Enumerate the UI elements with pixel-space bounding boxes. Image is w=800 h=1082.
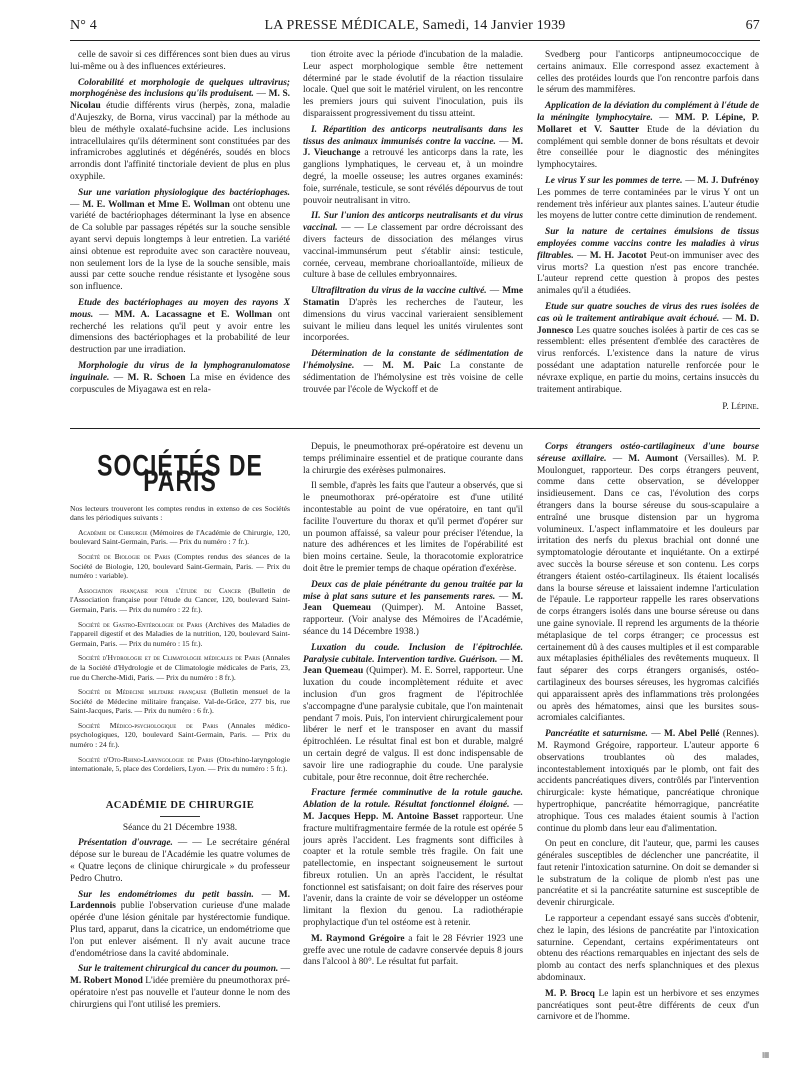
article-author: M. Jean Quemeau (303, 654, 523, 677)
article-text: ont recherché les relations qu'il peut y avoir entre les dimensions des bactériophages et la probabilité de leur destruction par une irradiation. (70, 309, 290, 356)
society-name: Société Médico-psychologique de Paris (78, 720, 219, 730)
article-author: M. Robert Monod (70, 976, 143, 987)
article-text: ont obtenu une variété de bactériophages déterminant la lyse en absence de Ca soluble par passages répétés sur la souche sensible ayant servi depuis longtemps à leur entretien. La variété ainsi obtenue est reproduite avec son caractère nouveau, non seulement lors de la lyse de la souche sensible, mais aussi par cette souche rendue résistante et lysogène sous son influence. (70, 199, 290, 293)
seance-date: Séance du 21 Décembre 1938. (122, 822, 238, 833)
article-author: M. P. Brocq (545, 988, 595, 999)
article-author: MM. P. Lépine, P. Mollaret et V. Sautter (537, 112, 759, 135)
article-title: Détermination de la constante de sédimentation de l'hémolysine. (303, 349, 523, 371)
society-name: Société de Médecine militaire française (78, 687, 207, 697)
paragraph: Deux cas de plaie pénétrante du genou traitée par la mise à plat sans suture et les pansements rares. — M. Jean Quemeau (Quimper). M. Antoine Basset, rapporteur. (Voir analyse des Mémoires de l'Académie, séance du 14 Décembre 1938.) (303, 579, 523, 637)
article-author: M. D. Jonnesco (537, 313, 759, 336)
society-publication: (Archives des Maladies de l'appareil digestif et des Maladies de la nutrition, 120, boulevard Saint-Germain, Paris. — Prix du numéro : 15 fr.). (70, 619, 290, 648)
journal-title: LA PRESSE MÉDICALE, Samedi, 14 Janvier 1939 (264, 18, 566, 33)
paragraph (537, 914, 759, 985)
article-text: tion étroite avec la période d'incubation de la maladie. Leur aspect morphologique semble être nettement déterminé par le stade évolutif de la réaction tissulaire locale. Quel que soit le matériel virulent, on les rencontre les premiers jours qui suivent l'inoculation, puis ils disparaissent progressivement du tissu atteint. (303, 50, 523, 119)
society-publication: (Bulletin mensuel de la Société de Médecine militaire française. Val-de-Grâce, 277 bis, rue Saint-Jacques, Paris. — Prix du numéro : 6 fr.). (70, 687, 290, 716)
signature: P. Lépine. (722, 402, 759, 413)
paragraph: Sur le traitement chirurgical du cancer du poumon. — M. Robert Monod L'idée première du pneumothorax pré-opératoire n'est pas nouvelle et l'auteur donne le nom des chirurgiens qui l'ont utilisé les premiers. (70, 964, 290, 1010)
article-title: Sur les endométriomes du petit bassin. (78, 889, 254, 900)
societes-intro: Nos lecteurs trouveront les comptes rendus in extenso de ces Sociétés dans les périodiques suivants : (70, 503, 290, 523)
societes-column-2 (303, 442, 523, 1074)
article-title: Colorabilité et morphologie de quelques ultravirus; morphogénèse des inclusions qu'ils produisent. (70, 77, 290, 100)
top-column-2 (303, 50, 523, 422)
society-entry (70, 552, 290, 581)
society-publication: (Annales de la Société d'Hydrologie et de Climatologie médicales de Paris, 23, rue du Cherche-Midi, Paris. — Prix du numéro : 8 fr.). (70, 653, 290, 682)
society-name: Société d'Oto-Rhino-Laryngologie de Paris (78, 754, 214, 764)
article-text: Etude de la déviation du complément qui semble donner de bons résultats et devoir être conseillée pour le diagnostic des méningites lymphocytaires. (537, 124, 759, 171)
article-author: M. J. Dufrénoy (697, 175, 759, 186)
paragraph: Présentation d'ouvrage. — — Le secrétaire général dépose sur le bureau de l'Académie les quatre volumes de « Quatre leçons de clinique chirurgicale » du professeur Pedro Chutro. (70, 838, 290, 884)
article-title: Morphologie du virus de la lymphogranulomatose inguinale. (70, 360, 290, 383)
page-header (70, 18, 760, 40)
paragraph: Luxation du coude. Inclusion de l'épitrochlée. Paralysie cubitale. Intervention tardive. Guérison. — M. Jean Quemeau (Quimper). M. E. Sorrel, rapporteur. Une luxation du coude incomplètement réduite et avec inclusion d'un gros fragment de l'épitrochlée s'accompagne d'une paralysie cubitale, que l'on maintenait pendant 7 mois. Puis, l'on intervient chirurgicalement pour libérer le nerf et le transposer en avant du massif épitrochléen. Le résultat final est bon et durable, malgré un certain degré de valgus. Il est donc indispensable de savoir lire une radiographie du coude. Une paralysie cubitale, pour être reconnue, doit être recherchée. (303, 642, 523, 783)
paragraph (303, 50, 523, 121)
paragraph: Etude des bactériophages au moyen des rayons X mous. — MM. A. Lacassagne et E. Wollman ont recherché les relations qu'il peut y avoir entre les dimensions des bactériophages et la probabilité de leur destruction par une irradiation. (70, 297, 290, 356)
paragraph (303, 934, 523, 969)
article-text: — Le classement par ordre décroissant des divers facteurs de dissociation des mélanges virus vaccinal-immunsérum peut s'établir ainsi: testicule, cornée, cerveau, membrane chorioallantoïde, milieux de culture à base de cellules embryonnaires. (303, 223, 523, 281)
paragraph (70, 50, 290, 74)
article-author: M. Abel Pellé (664, 729, 720, 740)
top-column-1 (70, 50, 290, 422)
societes-column-1 (70, 434, 290, 1074)
paragraph: Application de la déviation du complément à l'étude de la méningite lymphocytaire. — MM. P. Lépine, P. Mollaret et V. Sautter Etude de la déviation du complément qui semble donner de bons résultats et devoir être conseillée pour le diagnostic des méningites lymphocytaires. (537, 101, 759, 171)
article-text: rapporteur. Une fracture multifragmentaire fermée de la rotule est opérée 5 jours après l'accident. Les fragments sont difficiles à coapter et la rotule semble très fragile. On fait une patellectomie, en inspectant soigneusement le surtout fibreux rotulien. Un an après l'accident, le résultat fonctionnel est satisfaisant; on doit faire des réserves pour l'avenir, dans la crainte de voir se développer un ostéome limitant la flexion du genou. La radiothérapie prophylactique d'un tel ostéome est à retenir. (303, 811, 523, 929)
article-text: L'idée première du pneumothorax pré-opératoire n'est pas nouvelle et l'auteur donne le nom des chirurgiens qui l'ont utilisé les premiers. (70, 976, 290, 1010)
article-title: Fracture fermée comminutive de la rotule gauche. Ablation de la rotule. Résultat fonctionnel éloigné. (303, 788, 523, 811)
article-text: La constante de sédimentation de l'hémolysine est très voisine de celle trouvée par l'école de Wyckoff et de (303, 360, 523, 395)
article-title: Etude sur quatre souches de virus des rues isolées de cas où le traitement antirabique avait échoué. (537, 301, 759, 324)
article-author: M. Aumont (628, 453, 679, 464)
article-text: La mise en évidence des corpuscules de Miyagawa est en rela- (70, 372, 290, 395)
article-author: M. H. Jacotot (589, 250, 647, 261)
article-text: publie l'observation curieuse d'une malade opérée d'une lésion génitale par hystérectomie fundique. Plus tard, apparut, dans la cicatrice, un endométriome que l'on put enlever aisément. Il n'y avait aucune trace d'endométriose dans la cavité abdominale. (70, 901, 290, 959)
societes-column-3 (537, 442, 759, 1074)
societes-title: SOCIÉTÉS DE PARIS (97, 448, 263, 498)
article-text: celle de savoir si ces différences sont bien dues au virus lui-même ou à des influences extérieures. (70, 50, 290, 72)
article-title: Pancréatite et saturnisme. (545, 729, 648, 740)
top-column-3 (537, 50, 759, 422)
paragraph: Sur les endométriomes du petit bassin. — M. Lardennois publie l'observation curieuse d'une malade opérée d'une lésion génitale par hystérectomie fundique. Plus tard, apparut, dans la cicatrice, un endométriome que l'on put enlever aisément. Il n'y avait aucune trace d'endométriose dans la cavité abdominale. (70, 889, 290, 959)
paragraph: Corps étrangers ostéo-cartilagineux d'une bourse séreuse axillaire. — M. Aumont (Versailles). M. P. Moulonguet, rapporteur. Des corps étrangers peuvent, comme dans cette observation, se développer insidieusement. Dans ce cas, l'évolution des corps étrangers dans la bourse séreuse du sous-scapulaire a entraîné une brusque distension par un hygroma volumineux. L'aspect inflammatoire et les douleurs par irritation des nerfs du plexus brachial ont donné une symptomatologie déroutante et inquiétante. On a extirpé avec succès la bourse séreuse et son contenu. Les corps étrangers étaient ostéo-cartilagineux. Ils étaient localisés dans la bourse séreuse et laissaient indemne l'articulation de l'épaule. Le rapporteur rappelle les rares observations de corps étrangers isolés dans une bourse séreuse ou dans une gaine synoviale. Il reprend les arguments de la théorie métaplasique de tel corps étranger; ce processus est certainement dû à des causes multiples et il est comparable aux métaplasies épithéliales des revêtements muqueux. Il faut séparer des corps étrangers organisés, ostéo-cartilagineux des bourses séreuses, les hygromas calcifiés qui apparaissent après des inflammations très prolongées ou après des hématomes, ainsi que les bursites sous-acromiales calcifiantes. (537, 442, 759, 724)
page-number: 67 (745, 18, 760, 33)
paragraph: II. Sur l'union des anticorps neutralisants et du virus vaccinal. — — Le classement par ordre décroissant des divers facteurs de dissociation des mélanges virus vaccinal-immunsérum peut s'établir ainsi: testicule, cornée, cerveau, membrane chorioallantoïde, milieux de culture à base de cellules embryonnaires. (303, 211, 523, 281)
paragraph: Sur une variation physiologique des bactériophages. — M. E. Wollman et Mme E. Wollman ont obtenu une variété de bactériophages déterminant la lyse en absence de Ca soluble par passages répétés sur la souche sensible ayant servi depuis longtemps à leur entretien. La variété ainsi obtenue est reproduite avec son caractère nouveau, non seulement lors de la lyse de la souche sensible, mais aussi par cette souche rendue résistante et lysogène sous son influence. (70, 187, 290, 293)
article-text: — Le secrétaire général dépose sur le bureau de l'Académie les quatre volumes de « Quatre leçons de clinique chirurgicale » du professeur Pedro Chutro. (70, 838, 290, 884)
article-text: étudie différents virus (herpès, zona, maladie d'Aujeszky, de Borna, virus vaccinal) par la méthode au bleu de méthyle oxalaté-fuchsine acide. Les inclusions intracellulaires qu'ils déterminent sont constituées par des inframicrobes agglutinés et dégénérés, soudés en blocs arrondis dont l'affinité tinctoriale devient de plus en plus oxyphile. (70, 101, 290, 182)
society-publication: (Annales médico-psychologiques, 120, boulevard Saint-Germain, Paris. — Prix du numéro : 24 fr.). (70, 720, 290, 750)
society-name: Société de Gastro-Entérologie de Paris (78, 619, 203, 629)
society-name: Société d'Hydrologie et de Climatologie médicales de Paris (78, 653, 261, 663)
article-title: Corps étrangers ostéo-cartilagineux d'une bourse séreuse axillaire. (537, 442, 759, 464)
article-title: II. Sur l'union des anticorps neutralisants et du virus vaccinal. (303, 211, 523, 234)
article-text: Peut-on immuniser avec des virus morts? La question n'est pas encore tranchée. L'auteur reprend cette question à propos des pestes animales qu'il a étudiées. (537, 250, 759, 297)
paragraph: Etude sur quatre souches de virus des rues isolées de cas où le traitement antirabique avait échoué. — M. D. Jonnesco Les quatre souches isolées à partir de ces cas se ressemblent: elles présentent d'emblée des caractères de virus renforcés. L'existence dans la nature de virus possédant une adaptation naturelle renforcée pour le névraxe explique, en partie du moins, certains insuccès du traitement antirabique. (537, 301, 759, 395)
article-author: M. J. Vieuchange (303, 136, 523, 159)
society-name: Association française pour l'étude du Cancer (78, 585, 241, 595)
article-author: M. R. Schoen (127, 372, 186, 383)
paragraph: Détermination de la constante de sédimentation de l'hémolysine. — M. M. Paic La constante de sédimentation de l'hémolysine est très voisine de celle trouvée par l'école de Wyckoff et de (303, 349, 523, 395)
article-author: M. Jean Quemeau (303, 591, 523, 614)
article-text: Les pommes de terre contaminées par le virus Y ont un rendement très inférieur aux plantes saines. L'auteur étudie les moyens de lutter contre cette diminution de rendement. (537, 187, 759, 222)
article-title: Deux cas de plaie pénétrante du genou traitée par la mise à plat sans suture et les pansements rares. (303, 579, 523, 602)
article-text: (Rennes). M. Raymond Grégoire, rapporteur. L'auteur apporte 6 observations troublantes où des malades, incontestablement intoxiqués par le plomb, ont fait des accidents pancréatiques divers, contrôlés par l'intervention chirurgicale: kyste hématique, pancréatique chronique hypertrophique, pancréatite hémorragique, pancréatite atrophique. Tous ces malades étaient soumis à l'action continue du plomb dans leur eau d'alimentation. (537, 729, 759, 834)
society-publication: (Oto-rhino-laryngologie internationale, 5, place des Cordeliers, Lyon. — Prix du numéro : 5 fr.). (70, 754, 290, 774)
article-title: Luxation du coude. Inclusion de l'épitrochlée. Paralysie cubitale. Intervention tardive. Guérison. (303, 642, 523, 665)
article-author: M. M. Paic (382, 360, 441, 371)
header-rule (70, 40, 760, 41)
article-text: Il semble, d'après les faits que l'auteur a observés, que si le pneumothorax pré-opératoire est d'une utilité incontestable au point de vue opératoire, en tant qu'il facilite l'ouverture du thorax et qu'il permet d'opérer sur un poumon affaissé, sa valeur pour préciser l'étendue, la nature des adhérences et les limites de l'opérabilité est bien moins certaine. Seule, la thoracotomie exploratrice doit être le premier temps de chaque opération d'exérèse. (303, 481, 523, 574)
article-title: Etude des bactériophages au moyen des rayons X mous. (70, 297, 290, 320)
article-author: M. Lardennois (70, 889, 290, 912)
article-title: Présentation d'ouvrage. (78, 838, 173, 849)
article-title: I. Répartition des anticorps neutralisants dans les tissus des animaux immunisés contre la vaccine. (303, 124, 523, 147)
society-entry (70, 620, 290, 649)
society-publication: (Bulletin de l'Association française pour l'étude du Cancer, 120, boulevard Saint-Germain, Paris. — Prix du numéro : 22 fr.). (70, 585, 290, 614)
article-text: a retrouvé les anticorps dans la rate, les ganglions lymphatiques, le cerveau et, à un moindre degré, la moelle osseuse; les autres organes examinés: foie, surrénale, testicule, se sont révélés dépourvus de tout pouvoir neutralisant in vitro. (303, 148, 523, 206)
paragraph: Ultrafiltration du virus de la vaccine cultivé. — Mme Stamatin D'après les recherches de l'auteur, les dimensions du virus vaccinal varieraient sensiblement suivant le milieu dans lequel les unités virulentes sont incorporées. (303, 286, 523, 344)
article-text: (Versailles). M. P. Moulonguet, rapporteur. Des corps étrangers peuvent, comme dans cette observation, se développer insidieusement. Dans ce cas, l'évolution des corps étrangers dans la bourse séreuse du sous-scapulaire a entraîné une brusque distension par un hygroma volumineux. L'aspect inflammatoire et les douleurs par irritation des nerfs du plexus brachial ont donné une symptomatologie déroutante et inquiétante. On a extirpé avec succès la bourse séreuse et son contenu. Les corps étrangers étaient ostéo-cartilagineux. Ils étaient localisés dans la bourse séreuse et laissaient indemne l'articulation de l'épaule. Le rapporteur rappelle les rares observations de corps étrangers isolés dans une bourse séreuse ou dans une gaine synoviale. Il reprend les arguments de la théorie métaplasique de tel corps étranger; ce processus est certainement dû à des causes multiples et il est comparable aux métaplasies épithéliales des revêtements muqueux. Il faut séparer des corps étrangers organisés, ostéo-cartilagineux des bourses séreuses, les hygromas calcifiés qui apparaissent après des inflammations très prolongées ou après des hématomes, ainsi que les bursites sous-acromiales calcifiantes. (537, 453, 759, 724)
paragraph: Morphologie du virus de la lymphogranulomatose inguinale. — M. R. Schoen La mise en évidence des corpuscules de Miyagawa est en rela- (70, 360, 290, 395)
paragraph: Pancréatite et saturnisme. — M. Abel Pellé (Rennes). M. Raymond Grégoire, rapporteur. L'auteur apporte 6 observations troublantes où des malades, incontestablement intoxiqués par le plomb, ont fait des accidents pancréatiques divers, contrôlés par l'intervention chirurgicale: kyste hématique, pancréatique chronique hypertrophique, pancréatite hémorragique, pancréatite atrophique. Tous ces malades étaient soumis à l'action continue du plomb dans leur eau d'alimentation. (537, 729, 759, 834)
society-publication: (Mémoires de l'Académie de Chirurgie, 120, boulevard Saint-Germain, Paris. — Prix du numéro : 7 fr.). (70, 527, 290, 547)
society-entry (70, 586, 290, 615)
paragraph: Colorabilité et morphologie de quelques ultravirus; morphogénèse des inclusions qu'ils produisent. — M. S. Nicolau étudie différents virus (herpès, zona, maladie d'Aujeszky, de Borna, virus vaccinal) par la méthode au bleu de méthyle oxalaté-fuchsine acide. Les inclusions intracellulaires qu'ils déterminent sont constituées par des inframicrobes agglutinés et dégénérés, soudés en blocs arrondis dont l'affinité tinctoriale devient de plus en plus oxyphile. (70, 77, 290, 182)
article-author: M. Raymond Grégoire (311, 933, 405, 944)
article-text: Le rapporteur a cependant essayé sans succès d'obtenir, chez le lapin, des lésions de pancréatite par l'intoxication saturnine. Cependant, certains expérimentateurs ont obtenu des réactions remarquables en injectant des sels de plomb au contact des nerfs splanchniques et des plexus abdominaux. (537, 914, 759, 984)
article-author: Mme Stamatin (303, 286, 523, 308)
article-text: On peut en conclure, dit l'auteur, que, parmi les causes générales susceptibles de déclencher une pancréatite, il faut retenir l'intoxication saturnine. On doit se demander si le substratum de la colique de plomb n'est pas une pancréatite et si la pancréatite saturnine est susceptible de devenir chirurgicale. (537, 839, 759, 909)
article-text: Depuis, le pneumothorax pré-opératoire est devenu un temps préliminaire essentiel et de pratique courante dans la chirurgie des exérèses pulmonaires. (303, 442, 523, 476)
paragraph (537, 989, 759, 1024)
article-author: M. E. Wollman et Mme E. Wollman (82, 199, 230, 210)
society-entry (70, 721, 290, 750)
article-title: Application de la déviation du complément à l'étude de la méningite lymphocytaire. (537, 101, 759, 123)
paragraph: I. Répartition des anticorps neutralisants dans les tissus des animaux immunisés contre la vaccine. — M. J. Vieuchange a retrouvé les anticorps dans la rate, les ganglions lymphatiques, le cerveau et, à un moindre degré, la moelle osseuse; les autres organes examinés: foie, surrénale, testicule, se sont révélés dépourvus de tout pouvoir neutralisant in vitro. (303, 124, 523, 206)
library-stamp: ▦ (762, 1050, 770, 1059)
article-text: a fait le 28 Février 1923 une greffe avec une rotule de cadavre conservée depuis 8 jours dans l'alcool à 80°. Le résultat fut parfait. (303, 933, 523, 968)
article-author: M. S. Nicolau (70, 89, 290, 112)
article-title: Le virus Y sur les pommes de terre. (545, 175, 683, 186)
paragraph (537, 50, 759, 97)
society-publication: (Comptes rendus des séances de la Société de Biologie, 120, boulevard Saint-Germain, Paris. — Prix du numéro : variable). (70, 551, 290, 581)
society-name: Société de Biologie de Paris (78, 551, 171, 561)
section-rule (70, 428, 760, 429)
society-entry (70, 755, 290, 774)
article-text: Les quatre souches isolées à partir de ces cas se ressemblent: elles présentent d'emblée des caractères de virus renforcés. L'existence dans la nature de virus possédant une adaptation naturelle renforcée pour le névraxe explique, en partie du moins, certains insuccès du traitement antirabique. (537, 325, 759, 395)
article-title: Sur la nature de certaines émulsions de tissus employées comme vaccins contre les maladies à virus filtrables. (537, 227, 759, 261)
paragraph: Fracture fermée comminutive de la rotule gauche. Ablation de la rotule. Résultat fonctionnel éloigné. — M. Jacques Hepp. M. Antoine Basset rapporteur. Une fracture multifragmentaire fermée de la rotule est opérée 5 jours après l'accident. Les fragments sont difficiles à coapter et la rotule semble très fragile. On fait une patellectomie, en inspectant soigneusement le surtout fibreux rotulien. Un an après l'accident, le résultat fonctionnel est satisfaisant; on doit faire des réserves pour l'avenir, dans la crainte de voir se développer un ostéome limitant la flexion du genou. La radiothérapie prophylactique d'un tel ostéome est à retenir. (303, 788, 523, 929)
paragraph (537, 839, 759, 910)
article-author: MM. A. Lacassagne et E. Wollman (114, 309, 272, 320)
society-name: Académie de Chirurgie (78, 527, 148, 537)
article-text: Le lapin est un herbivore et ses enzymes pancréatiques sont peut-être différents de ceux d'un carnivore et de l'homme. (537, 988, 759, 1023)
article-title: Sur une variation physiologique des bactériophages. (78, 187, 290, 198)
paragraph (303, 481, 523, 575)
article-text: (Quimper). M. Antoine Basset, rapporteur. (Voir analyse des Mémoires de l'Académie, séance du 14 Décembre 1938.) (303, 603, 523, 637)
paragraph: Le virus Y sur les pommes de terre. — M. J. Dufrénoy Les pommes de terre contaminées par le virus Y ont un rendement très inférieur aux plantes saines. L'auteur étudie les moyens de lutter contre cette diminution de rendement. (537, 175, 759, 222)
society-entry (70, 528, 290, 547)
paragraph (303, 442, 523, 477)
academie-title: ACADÉMIE DE CHIRURGIE (105, 799, 255, 811)
article-text: D'après les recherches de l'auteur, les dimensions du virus vaccinal varieraient sensiblement suivant le milieu dans lequel les unités virulentes sont incorporées. (303, 297, 523, 344)
issue-number: N° 4 (70, 18, 98, 33)
article-title: Sur le traitement chirurgical du cancer du poumon. (78, 964, 279, 975)
article-title: Ultrafiltration du virus de la vaccine cultivé. (311, 286, 487, 297)
paragraph: Sur la nature de certaines émulsions de tissus employées comme vaccins contre les maladies à virus filtrables. — M. H. Jacotot Peut-on immuniser avec des virus morts? La question n'est pas encore tranchée. L'auteur reprend cette question à propos des pestes animales qu'il a étudiées. (537, 227, 759, 297)
society-entry (70, 653, 290, 682)
article-text: Svedberg pour l'anticorps antipneumococcique de certains animaux. Elle correspond assez exactement à celles des protéides lourds que l'on rencontre parfois dans le sérum des mammifères. (537, 50, 759, 96)
academie-rule (160, 816, 200, 817)
article-text: (Quimper). M. E. Sorrel, rapporteur. Une luxation du coude incomplètement réduite et avec inclusion d'un gros fragment de l'épitrochlée s'accompagne d'une paralysie cubitale, que l'on maintenait pendant 7 mois. Puis, l'on intervient chirurgicalement pour libérer le nerf et le transposer en avant du massif épitrochléen. Le résultat final est bon et durable, malgré un certain degré de valgus. Il est donc indispensable de savoir lire une radiographie du coude. Une paralysie cubitale, pour être reconnue, doit être recherchée. (303, 666, 523, 783)
article-author: M. Jacques Hepp. M. Antoine Basset (303, 811, 459, 822)
society-entry (70, 687, 290, 716)
societes-list (70, 504, 290, 774)
